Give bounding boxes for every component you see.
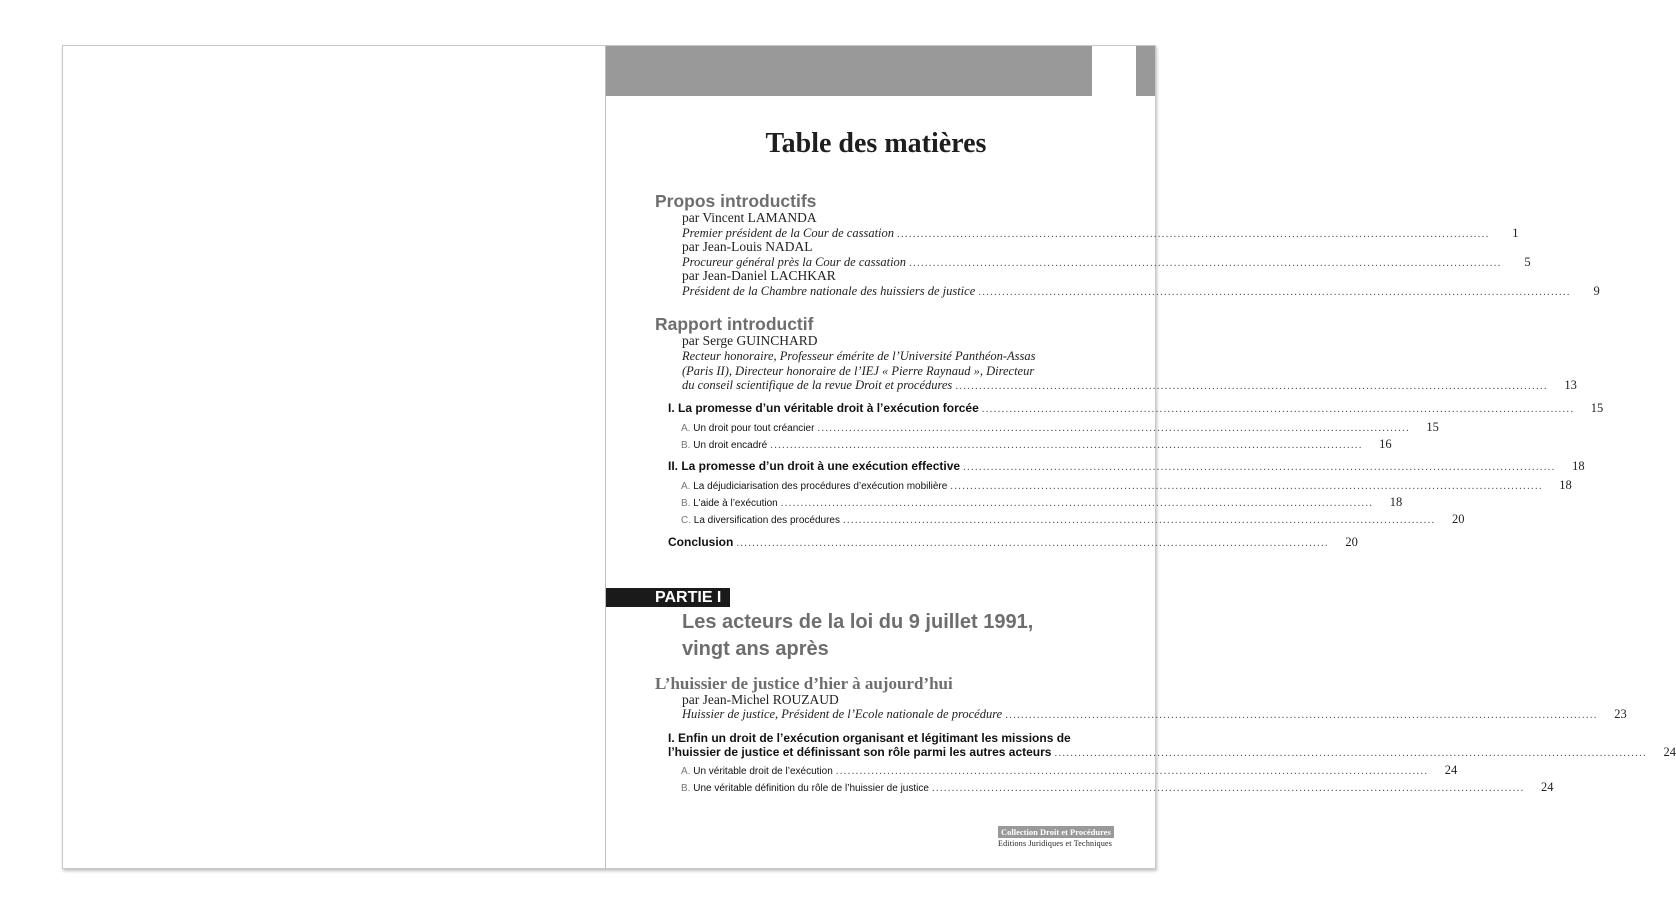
entry-label-line: I. Enfin un droit de l’exécution organisant et légitimant les missions de <box>668 731 1071 745</box>
left-page-blank <box>63 46 606 868</box>
entry-label: l’huissier de justice et définissant son rôle parmi les autres acteurs <box>668 745 1052 759</box>
page-number: 15 <box>1590 401 1604 415</box>
page-number: 24 <box>1444 763 1458 777</box>
toc-entry[interactable] <box>682 284 1600 299</box>
toc-entry-level2[interactable] <box>681 495 1403 510</box>
page-number: 23 <box>1614 707 1627 721</box>
page-number: 24 <box>1540 780 1554 794</box>
header-tab <box>1136 46 1155 96</box>
dot-leader: ...................................................................................................................................................... <box>770 439 1363 451</box>
entry-label: II. La promesse d’un droit à une exécution effective <box>668 459 961 473</box>
dot-leader: ...................................................................................................................................................... <box>931 782 1525 794</box>
dot-leader: ...................................................................................................................................................... <box>963 461 1556 473</box>
section-heading-propos: Propos introductifs <box>655 191 817 211</box>
dot-leader: ...................................................................................................................................................... <box>1005 709 1598 721</box>
entry-letter: B. <box>681 498 691 509</box>
chapter-title: L’huissier de justice d’hier à aujourd’hui <box>655 674 953 693</box>
page-number: 18 <box>1572 459 1585 473</box>
page-number: 20 <box>1451 512 1465 526</box>
book-spread <box>62 45 1676 869</box>
entry-label: Président de la Chambre nationale des huissiers de justice <box>682 284 976 298</box>
entry-label: Un véritable droit de l’exécution <box>693 766 833 777</box>
dot-leader: ...................................................................................................................................................... <box>950 480 1543 492</box>
entry-label: La déjudiciarisation des procédures d’exécution mobilière <box>693 481 948 492</box>
entry-label: La diversification des procédures <box>693 515 840 526</box>
toc-entry-level2[interactable] <box>681 512 1465 527</box>
entry-letter: A. <box>681 423 691 434</box>
author-role-line: Recteur honoraire, Professeur émérite de l’Université Panthéon-Assas <box>682 349 1036 363</box>
author-line: par Jean-Louis NADAL <box>682 239 813 254</box>
page-number: 5 <box>1524 255 1531 269</box>
dot-leader: ...................................................................................................................................................... <box>835 765 1429 777</box>
dot-leader: ...................................................................................................................................................... <box>736 537 1329 549</box>
entry-label: Un droit encadré <box>693 440 768 451</box>
entry-letter: A. <box>681 766 691 777</box>
collection-badge: Collection Droit et Procédures <box>998 826 1114 838</box>
part-title-line: Les acteurs de la loi du 9 juillet 1991, <box>682 611 1034 633</box>
page-number: 15 <box>1426 420 1439 434</box>
publisher-name: Editions Juridiques et Techniques <box>998 839 1113 848</box>
dot-leader: ...................................................................................................................................................... <box>897 228 1490 240</box>
toc-entry[interactable] <box>682 707 1627 722</box>
entry-label: Conclusion <box>668 535 734 549</box>
toc-entry-level1[interactable] <box>668 535 1358 550</box>
entry-label: Un droit pour tout créancier <box>693 423 815 434</box>
page-title: Table des matières <box>765 128 987 159</box>
dot-leader: ...................................................................................................................................................... <box>955 380 1548 392</box>
toc-entry[interactable] <box>682 378 1577 393</box>
header-bar <box>606 46 1092 96</box>
entry-label: du conseil scientifique de la revue Droit et procédures <box>682 378 953 392</box>
toc-entry-level1[interactable] <box>668 745 1676 760</box>
entry-letter: C. <box>681 515 691 526</box>
entry-letter: B. <box>681 440 691 451</box>
toc-entry-level1[interactable] <box>668 459 1585 474</box>
entry-letter: A. <box>681 481 691 492</box>
entry-label: L’aide à l’exécution <box>693 498 778 509</box>
dot-leader: ...................................................................................................................................................... <box>842 514 1436 526</box>
entry-label: Premier président de la Cour de cassation <box>682 226 895 240</box>
right-page-toc <box>606 46 1676 868</box>
dot-leader: ...................................................................................................................................................... <box>909 257 1502 269</box>
entry-label: Une véritable définition du rôle de l’huissier de justice <box>693 783 929 794</box>
entry-label: Procureur général près la Cour de cassation <box>682 255 907 269</box>
page-number: 1 <box>1512 226 1519 240</box>
page-number: 18 <box>1389 495 1403 509</box>
dot-leader: ...................................................................................................................................................... <box>1054 747 1647 759</box>
author-line: par Serge GUINCHARD <box>682 333 818 348</box>
page-number: 20 <box>1345 535 1358 549</box>
entry-label: I. La promesse d’un véritable droit à l’exécution forcée <box>668 401 979 415</box>
page-number: 16 <box>1379 437 1392 451</box>
page-number: 24 <box>1663 745 1676 759</box>
part-title-line: vingt ans après <box>682 638 829 660</box>
author-line: par Vincent LAMANDA <box>682 210 817 225</box>
page-number: 9 <box>1593 284 1600 298</box>
toc-entry-level2[interactable] <box>681 420 1439 435</box>
toc-entry-level2[interactable] <box>681 780 1554 795</box>
part-badge: PARTIE I <box>606 588 730 607</box>
author-role-line: (Paris II), Directeur honoraire de l’IEJ « Pierre Raynaud », Directeur <box>682 364 1035 378</box>
toc-entry-level2[interactable] <box>681 437 1392 452</box>
toc-entry-level2[interactable] <box>681 763 1458 778</box>
page-number: 13 <box>1564 378 1577 392</box>
dot-leader: ...................................................................................................................................................... <box>780 497 1374 509</box>
section-heading-rapport: Rapport introductif <box>655 314 814 334</box>
author-line: par Jean-Michel ROUZAUD <box>682 692 839 707</box>
dot-leader: ...................................................................................................................................................... <box>978 286 1571 298</box>
author-line: par Jean-Daniel LACHKAR <box>682 268 836 283</box>
dot-leader: ...................................................................................................................................................... <box>817 422 1410 434</box>
toc-entry-level2[interactable] <box>681 478 1572 493</box>
toc-entry-level1[interactable] <box>668 401 1604 416</box>
entry-label: Huissier de justice, Président de l’Ecole nationale de procédure <box>682 707 1003 721</box>
entry-letter: B. <box>681 783 691 794</box>
dot-leader: ...................................................................................................................................................... <box>981 403 1575 415</box>
page-number: 18 <box>1559 478 1572 492</box>
